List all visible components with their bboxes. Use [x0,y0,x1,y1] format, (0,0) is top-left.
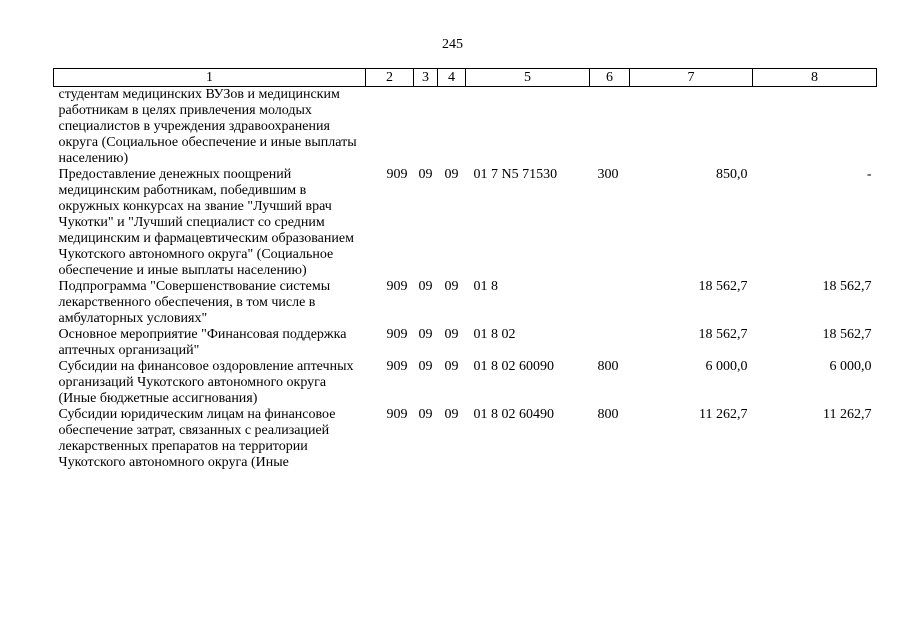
row-vr [590,87,630,168]
row-rz: 09 [418,407,433,422]
row-vr: 300 [597,167,619,182]
row-name: Субсидии на финансовое оздоровление аптечных организаций Чукотского автономного округа (Иные бюджетные ассигнования) [58,359,354,406]
row-pr: 09 [444,407,459,422]
row-gr: 909 [386,167,408,182]
row-pr: 09 [444,327,459,342]
header-col-6: 6 [590,69,630,87]
row-rz: 09 [418,279,433,294]
header-col-4: 4 [438,69,466,87]
row-csr: 01 8 [473,279,498,294]
row-csr: 01 8 02 [473,327,516,342]
row-sum1: 11 262,7 [699,407,748,422]
row-sum1 [630,87,753,168]
row-gr: 909 [386,407,408,422]
row-vr [590,279,630,327]
row-vr: 800 [597,359,619,374]
row-sum1: 18 562,7 [698,327,748,342]
header-col-1: 1 [54,69,366,87]
row-pr [438,87,466,168]
row-name: Субсидии юридическим лицам на финансовое обеспечение затрат, связанных с реализацией лекарственных препаратов на территории Чукотского автономного округа (Иные [58,407,336,470]
header-col-5: 5 [466,69,590,87]
row-name: Подпрограмма "Совершенствование системы лекарственного обеспечения, в том числе в амбулаторных условиях" [58,279,331,326]
header-col-3: 3 [414,69,438,87]
row-gr: 909 [386,327,408,342]
row-sum1: 850,0 [716,167,748,182]
row-sum2: 11 262,7 [823,407,872,422]
table-body [54,87,877,472]
row-pr: 09 [444,359,459,374]
row-csr: 01 8 02 60090 [473,359,554,374]
row-sum2: 18 562,7 [822,279,872,294]
row-name: студентам медицинских ВУЗов и медицинским работникам в целях привлечения молодых специалистов в учреждения здравоохранения округа (Социальное обеспечение и иные выплаты населению) [58,87,357,166]
row-sum1: 18 562,7 [698,279,748,294]
table-row [54,279,877,327]
row-rz: 09 [418,359,433,374]
header-col-7: 7 [630,69,753,87]
table-row [54,167,877,279]
budget-table [53,68,877,471]
table-row [54,359,877,407]
row-gr: 909 [386,359,408,374]
table-header [54,69,877,87]
row-csr: 01 7 N5 71530 [473,167,558,182]
row-sum2: - [866,167,872,182]
table-row [54,87,877,168]
page-number: 245 [442,37,463,52]
row-sum1: 6 000,0 [705,359,748,374]
row-csr: 01 8 02 60490 [473,407,554,422]
row-rz: 09 [418,167,433,182]
table-row [54,327,877,359]
row-sum2: 18 562,7 [822,327,872,342]
row-name: Основное мероприятие "Финансовая поддержка аптечных организаций" [58,327,347,358]
row-rz [414,87,438,168]
row-rz: 09 [418,327,433,342]
row-pr: 09 [444,279,459,294]
table-row [54,407,877,471]
header-col-8: 8 [753,69,877,87]
header-row [54,69,877,87]
row-gr [366,87,414,168]
row-vr: 800 [597,407,619,422]
row-gr: 909 [386,279,408,294]
row-name: Предоставление денежных поощрений медицинским работникам, победившим в окружных конкурсах на звание "Лучший врач Чукотки" и "Лучший специалист со средним медицинским и фармацевтическим образованием Чукотского автономного округа" (Социальное обеспечение и иные выплаты населению) [58,167,354,278]
header-col-2: 2 [366,69,414,87]
row-vr [590,327,630,359]
row-sum2: 6 000,0 [829,359,872,374]
row-csr [466,87,590,168]
row-pr: 09 [444,167,459,182]
row-sum2 [753,87,877,168]
